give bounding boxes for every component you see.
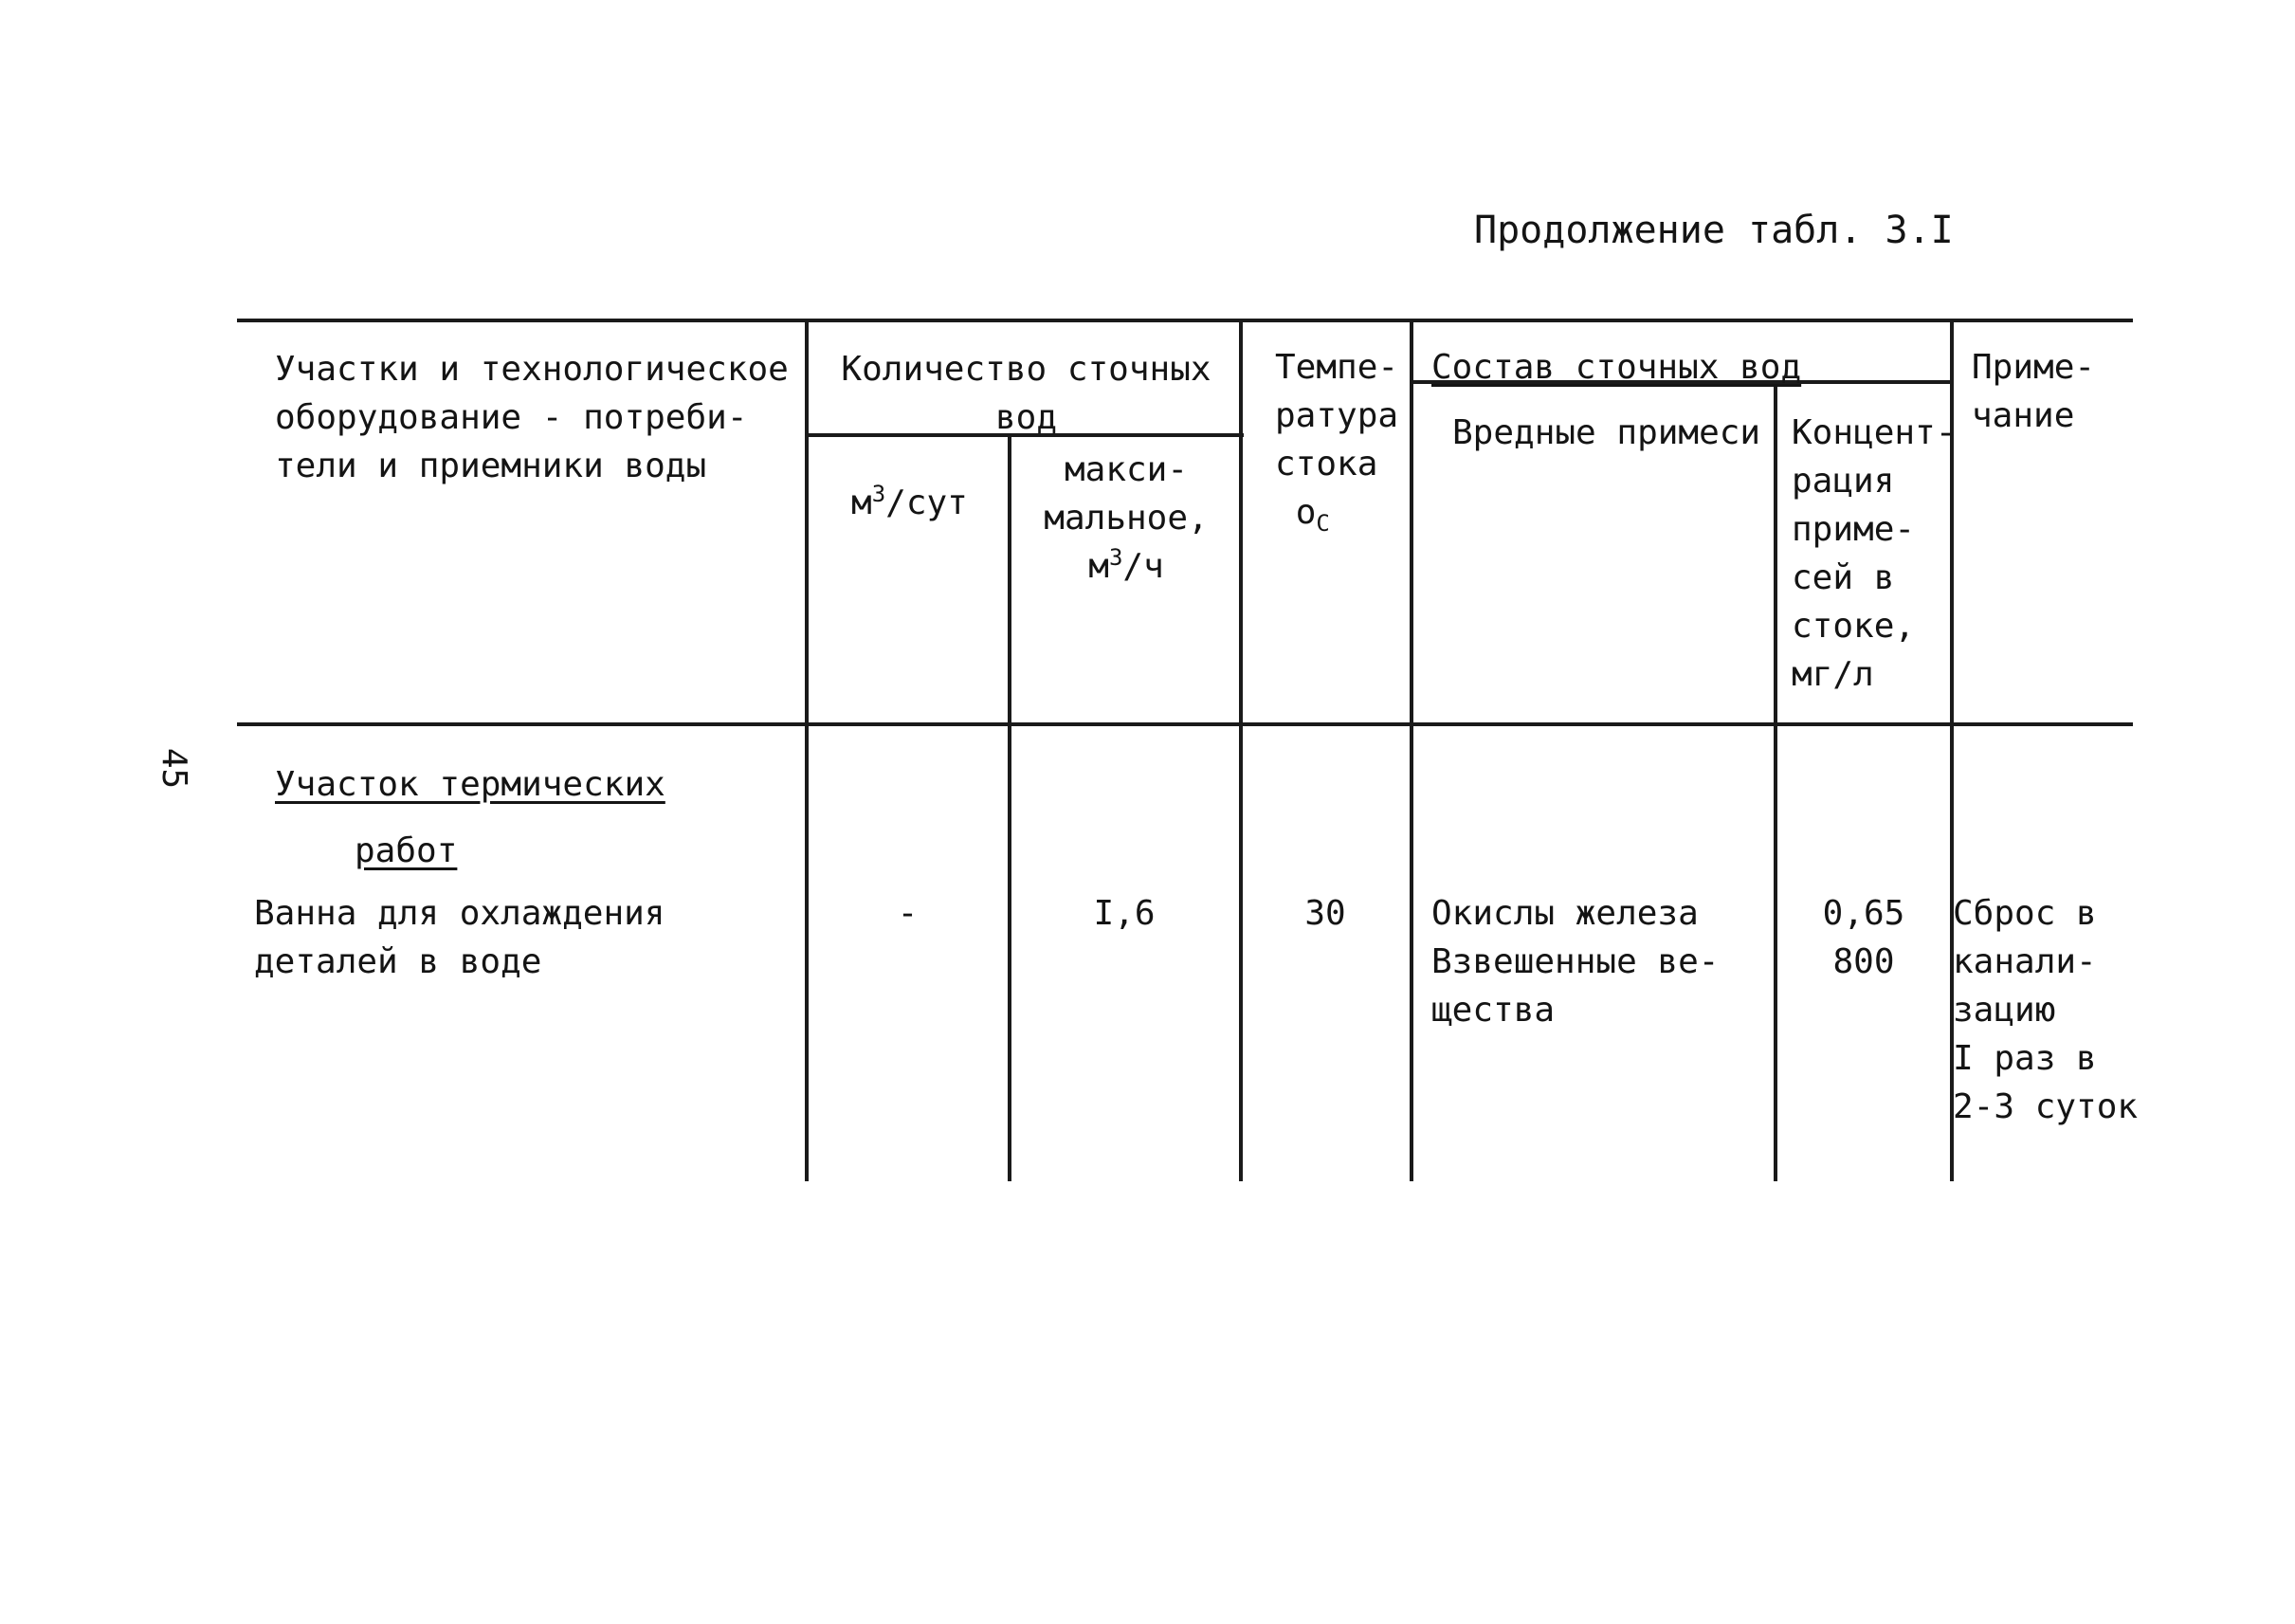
col-divider-4 bbox=[1410, 319, 1413, 1181]
header-sections: Участки и технологическое оборудование - потреби- тели и приемники воды bbox=[275, 350, 789, 485]
header-temperature: Темпе- ратура стока $о_С$ bbox=[1275, 348, 1399, 538]
cell-qty-max: I,6 bbox=[1093, 894, 1156, 933]
cell-temperature: 30 bbox=[1304, 894, 1346, 933]
header-qty-day: $м^3$/сут bbox=[851, 481, 968, 522]
cell-impurities: Окислы железа Взвешенные ве- щества bbox=[1431, 894, 1720, 1030]
item-name: Ванна для охлаждения деталей в воде bbox=[254, 894, 665, 981]
header-note: Приме- чание bbox=[1972, 348, 2096, 435]
table-caption: Продолжение табл. 3.I bbox=[1474, 209, 1954, 252]
header-concentration: Концент- рация приме- сей в стоке, мг/л bbox=[1792, 413, 1957, 694]
cell-concentrations: 0,65 800 bbox=[1822, 894, 1905, 981]
col-divider-1 bbox=[805, 319, 809, 1181]
col-divider-5 bbox=[1774, 380, 1777, 1181]
cell-qty-day: - bbox=[897, 894, 919, 933]
cell-note: Сброс в канали- зацию I раз в 2-3 суток bbox=[1953, 894, 2139, 1126]
section-title-line1: Участок термических bbox=[275, 765, 665, 804]
section-title-line2: работ bbox=[355, 831, 458, 870]
header-composition-group: Состав сточных вод bbox=[1431, 348, 1802, 387]
table-top-rule bbox=[237, 319, 2133, 322]
page-number: 45 bbox=[155, 747, 194, 790]
col-divider-2 bbox=[1008, 433, 1011, 1181]
header-bottom-rule bbox=[237, 722, 2133, 726]
header-harmful-impurities: Вредные примеси bbox=[1452, 413, 1761, 452]
header-qty-max: макси- мальное, $м^3/ч$ bbox=[1044, 450, 1209, 586]
header-quantity-group: Количество сточных вод bbox=[841, 350, 1211, 437]
col-divider-3 bbox=[1239, 319, 1243, 1181]
